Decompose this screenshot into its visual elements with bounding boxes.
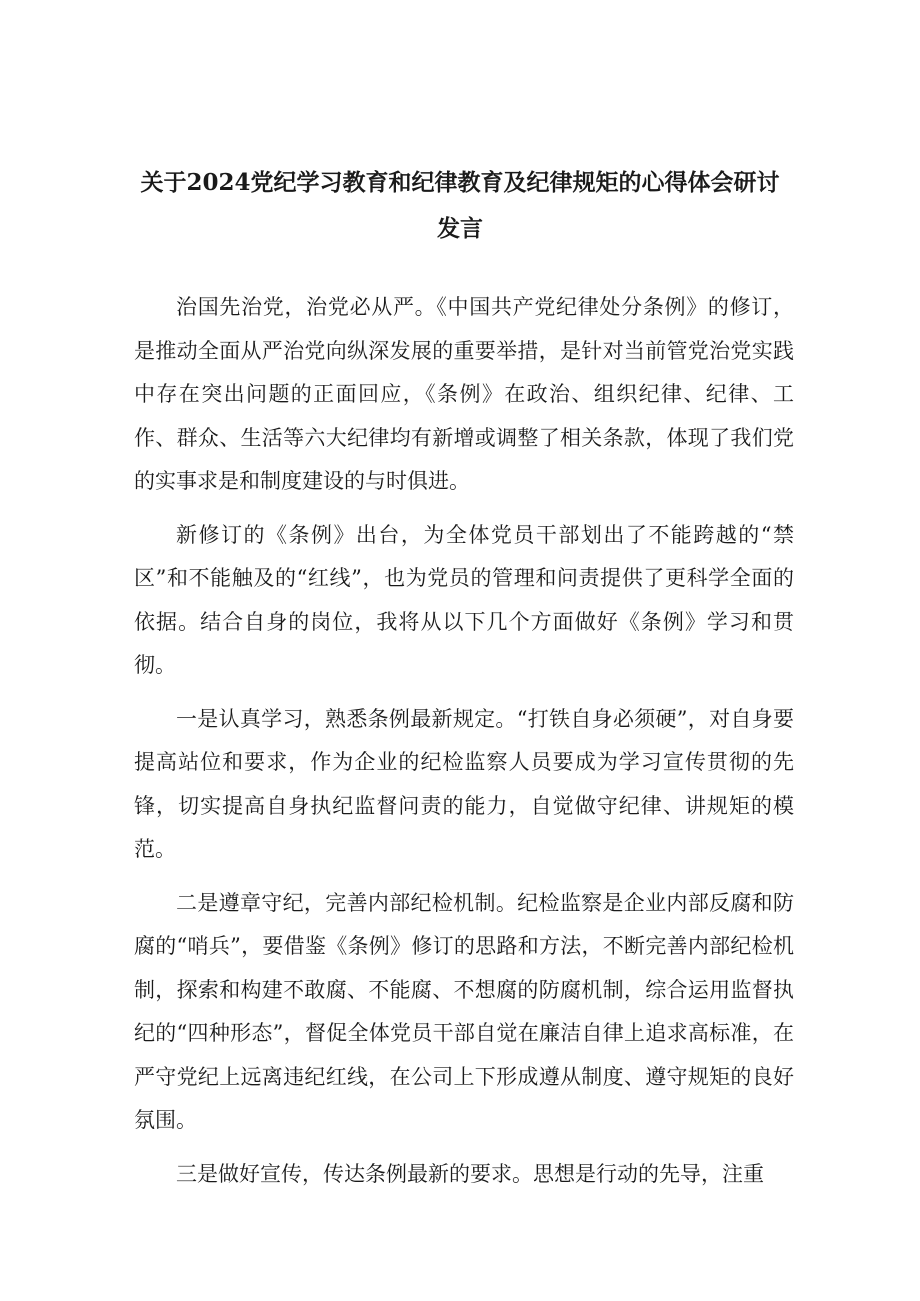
paragraph-2: 新修订的《条例》出台，为全体党员干部划出了不能跨越的“禁区”和不能触及的“红线”，也为党员的管理和问责提供了更科学全面的依据。结合自身的岗位，我将从以下几个方面做好《条例》学习和贯彻。 <box>134 522 794 677</box>
paragraph-1: 治国先治党，治党必从严。《中国共产党纪律处分条例》的修订，是推动全面从严治党向纵深发展的重要举措，是针对当前管党治党实践中存在突出问题的正面回应，《条例》在政治、组织纪律、纪律、工作、群众、生活等六大纪律均有新增或调整了相关条款，体现了我们党的实事求是和制度建设的与时俱进。 <box>134 295 794 493</box>
title-line-1: 关于2024党纪学习教育和纪律教育及纪律规矩的心得体会研讨 <box>140 169 780 196</box>
title-line-2: 发言 <box>437 215 483 242</box>
paragraph-3: 一是认真学习，熟悉条例最新规定。“打铁自身必须硬”，对自身要提高站位和要求，作为企业的纪检监察人员要成为学习宣传贯彻的先锋，切实提高自身执纪监督问责的能力，自觉做守纪律、讲规矩的模范。 <box>134 706 794 861</box>
document-title <box>0 160 920 252</box>
paragraph-5: 三是做好宣传，传达条例最新的要求。思想是行动的先导，注重 <box>176 1161 764 1186</box>
paragraph-4: 二是遵章守纪，完善内部纪检机制。纪检监察是企业内部反腐和防腐的“哨兵”，要借鉴《条例》修订的思路和方法，不断完善内部纪检机制，探索和构建不敢腐、不能腐、不想腐的防腐机制，综合运用监督执纪的“四种形态”，督促全体党员干部自觉在廉洁自律上追求高标准，在严守党纪上远离违纪红线，在公司上下形成遵从制度、遵守规矩的良好氛围。 <box>134 890 794 1132</box>
document-body <box>134 286 794 1206</box>
